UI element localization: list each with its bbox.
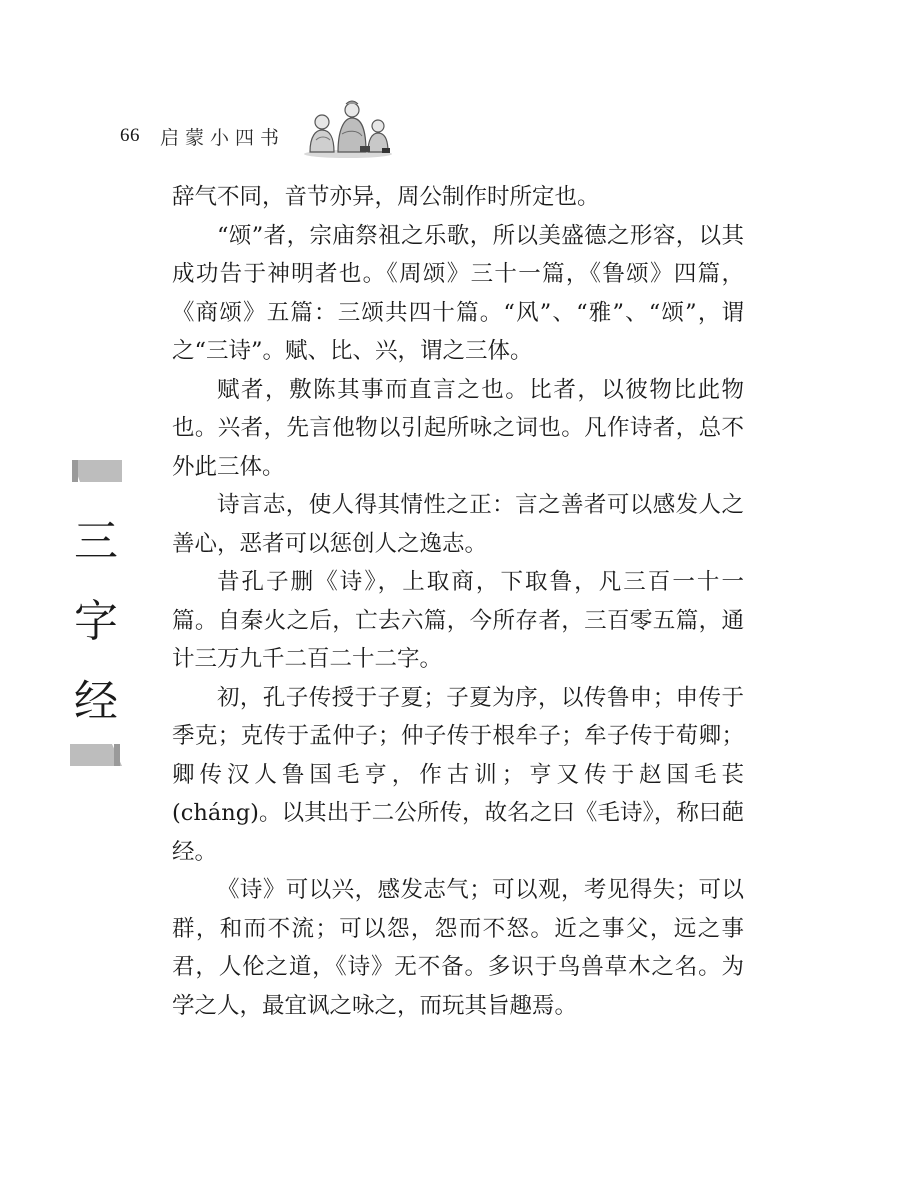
chapter-side-title xyxy=(68,502,124,742)
bracket-top-icon xyxy=(68,458,124,484)
running-header xyxy=(120,116,285,156)
book-title: 启蒙小四书 xyxy=(160,126,286,149)
paragraph: 初，孔子传授于子夏；子夏为序，以传鲁申；申传于季克；克传于孟仲子；仲子传于根牟子；牟子传于荀卿；卿传汉人鲁国毛亨，作古训；亨又传于赵国毛苌(cháng)。以其出于二公所传，故名之曰《毛诗》，称曰葩经。 xyxy=(172,684,744,865)
side-title-char: 经 xyxy=(74,676,118,727)
page-number: 66 xyxy=(120,125,140,146)
scholars-illustration-icon xyxy=(300,96,396,160)
paragraph: 辞气不同，音节亦异，周公制作时所定也。 xyxy=(172,184,600,210)
chapter-side-tab xyxy=(68,458,124,768)
paragraph: 诗言志，使人得其情性之正：言之善者可以感发人之善心，恶者可以惩创人之逸志。 xyxy=(172,492,744,557)
side-title-char: 三 xyxy=(74,516,118,567)
body-text xyxy=(172,178,744,1025)
bracket-bottom-icon xyxy=(68,742,124,768)
paragraph: 《诗》可以兴，感发志气；可以观，考见得失；可以群，和而不流；可以怨，怨而不怒。近之事父，远之事君，人伦之道，《诗》无不备。多识于鸟兽草木之名。为学之人，最宜讽之咏之，而玩其旨趣焉。 xyxy=(172,877,744,1019)
paragraph: 赋者，敷陈其事而直言之也。比者，以彼物比此物也。兴者，先言他物以引起所咏之词也。凡作诗者，总不外此三体。 xyxy=(172,376,744,480)
paragraph: 昔孔子删《诗》，上取商，下取鲁，凡三百一十一篇。自秦火之后，亡去六篇，今所存者，三百零五篇，通计三万九千二百二十二字。 xyxy=(172,569,744,672)
side-title-char: 字 xyxy=(74,596,118,647)
paragraph: “颂”者，宗庙祭祖之乐歌，所以美盛德之形容，以其成功告于神明者也。《周颂》三十一篇，《鲁颂》四篇，《商颂》五篇：三颂共四十篇。“风”、“雅”、“颂”，谓之“三诗”。赋、比、兴，谓之三体。 xyxy=(172,222,744,364)
